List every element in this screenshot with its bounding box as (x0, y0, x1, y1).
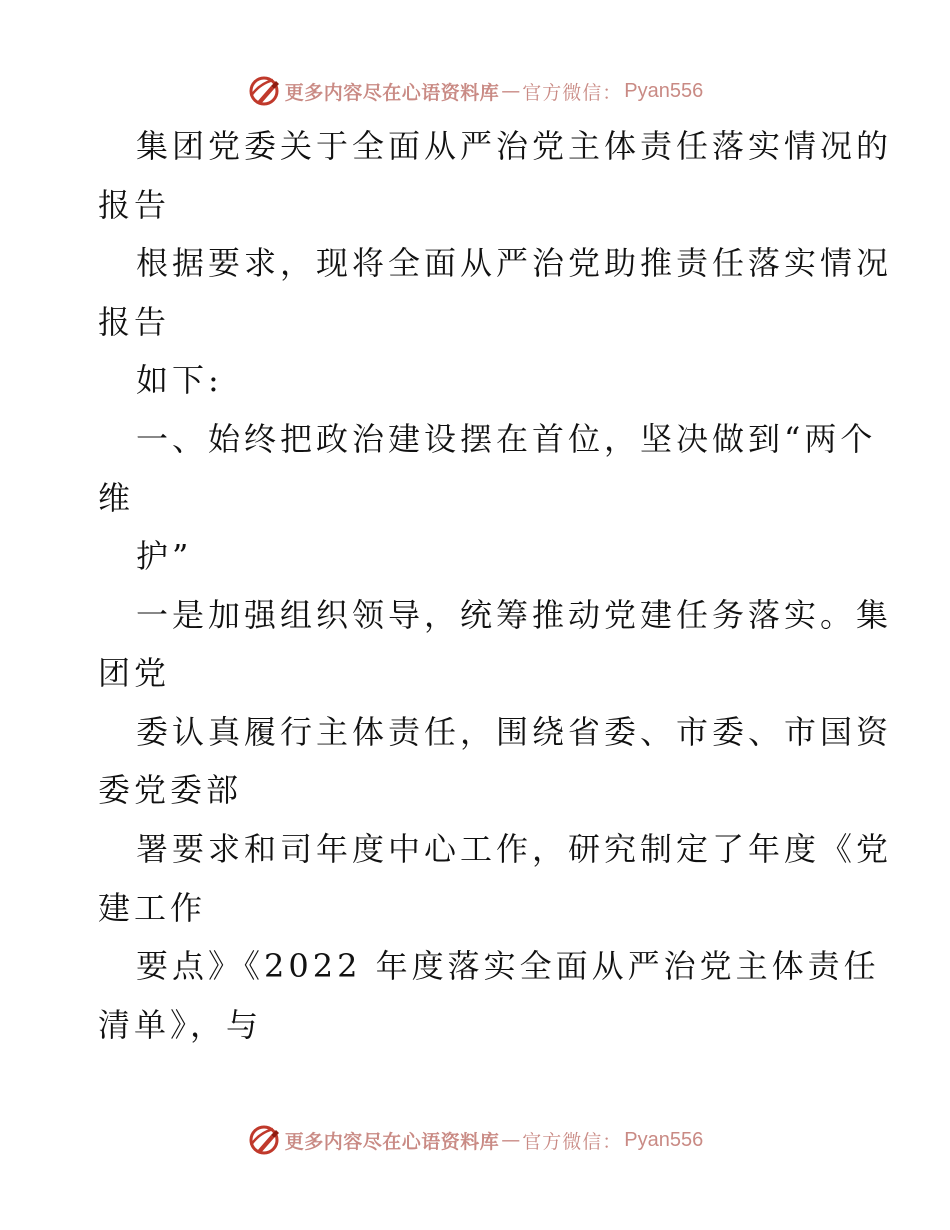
text-line: 建工作 (98, 889, 207, 927)
text-line: 团党 (98, 654, 171, 692)
text-line: 署要求和司年度中心工作，研究制定了年度《党 (136, 830, 893, 868)
text-line: 报告 (98, 303, 171, 341)
text-line: 护” (136, 537, 193, 575)
watermark-wechat-id: Pyan556 (624, 1128, 704, 1151)
watermark-dash: — (501, 80, 521, 102)
header-watermark (0, 71, 950, 111)
text-line: 如下: (136, 361, 223, 399)
pen-logo-icon (247, 74, 281, 108)
watermark-dash: — (501, 1129, 521, 1151)
text-line: 根据要求，现将全面从严治党助推责任落实情况 (136, 244, 893, 282)
text-line: 清单》，与 (98, 1006, 263, 1044)
text-line: 维 (98, 479, 135, 517)
text-line: 集团党委关于全面从严治党主体责任落实情况的 (136, 127, 893, 165)
watermark-official-label: 官方微信： (522, 1130, 623, 1153)
watermark-official-label: 官方微信： (522, 81, 623, 104)
text-line: 报告 (98, 186, 171, 224)
watermark-main-text: 更多内容尽在心语资料库 (284, 81, 500, 104)
text-line: 一是加强组织领导，统筹推动党建任务落实。集 (136, 596, 893, 634)
footer-watermark (0, 1120, 950, 1160)
watermark-wechat-id: Pyan556 (624, 79, 704, 102)
text-line: 委党委部 (98, 771, 243, 809)
pen-logo-icon (247, 1123, 281, 1157)
text-line: 委认真履行主体责任，围绕省委、市委、市国资 (136, 713, 893, 751)
text-line: 一、始终把政治建设摆在首位，坚决做到“两个 (136, 420, 877, 458)
watermark-main-text: 更多内容尽在心语资料库 (284, 1130, 500, 1153)
text-line: 要点》《2022 年度落实全面从严治党主体责任 (136, 947, 880, 985)
